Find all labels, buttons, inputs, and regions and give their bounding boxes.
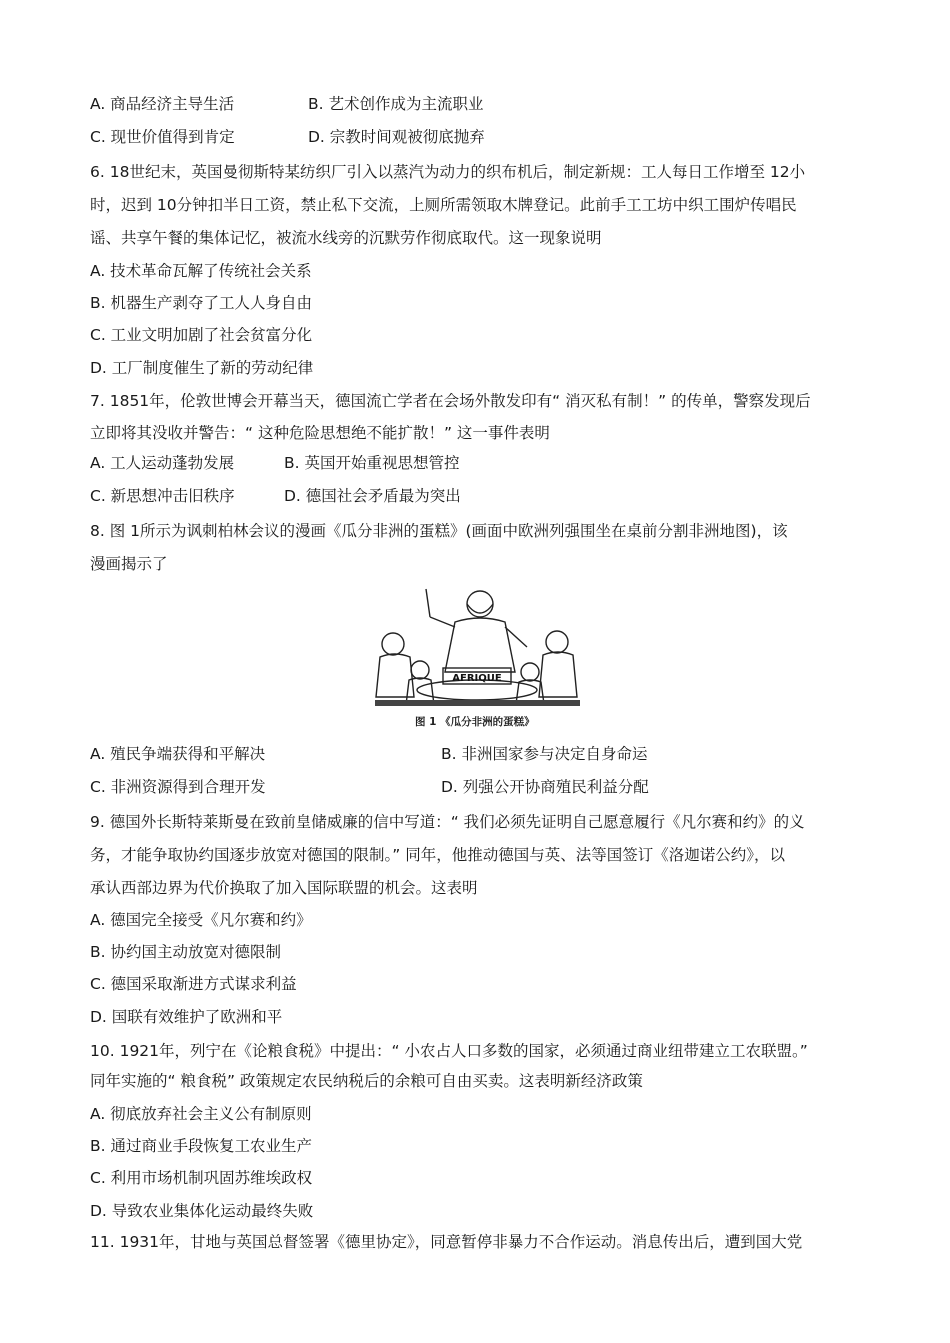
q9-option-a: A. 德国完全接受《凡尔赛和约》 xyxy=(90,911,312,929)
q6-stem-line: 6. 18世纪末，英国曼彻斯特某纺织厂引入以蒸汽为动力的织布机后，制定新规：工人每日工作增至 12小 xyxy=(90,163,806,181)
cartoon-figure xyxy=(365,582,590,732)
q9-option-d: D. 国联有效维护了欧洲和平 xyxy=(90,1008,283,1026)
q10-stem-line: 10. 1921年，列宁在《论粮食税》中提出：“ 小农占人口多数的国家，必须通过商业纽带建立工农联盟。” xyxy=(90,1042,808,1060)
q10-stem-line: 同年实施的“ 粮食税” 政策规定农民纳税后的余粮可自由买卖。这表明新经济政策 xyxy=(90,1072,643,1090)
q6-option-d: D. 工厂制度催生了新的劳动纪律 xyxy=(90,359,314,377)
q7-option-c: C. 新思想冲击旧秩序 xyxy=(90,487,235,505)
q8-stem-line: 漫画揭示了 xyxy=(90,555,168,573)
q5-option-b: B. 艺术创作成为主流职业 xyxy=(308,95,484,113)
q10-option-c: C. 利用市场机制巩固苏维埃政权 xyxy=(90,1169,313,1187)
q9-option-b: B. 协约国主动放宽对德限制 xyxy=(90,943,281,961)
q6-option-b: B. 机器生产剥夺了工人人身自由 xyxy=(90,294,312,312)
q7-stem-line: 7. 1851年，伦敦世博会开幕当天，德国流亡学者在会场外散发印有“ 消灭私有制！” 的传单，警察发现后 xyxy=(90,392,811,410)
q10-option-a: A. 彻底放弃社会主义公有制原则 xyxy=(90,1105,312,1123)
q10-option-d: D. 导致农业集体化运动最终失败 xyxy=(90,1202,314,1220)
q5-option-c: C. 现世价值得到肯定 xyxy=(90,128,235,146)
q5-option-d: D. 宗教时间观被彻底抛弃 xyxy=(308,128,485,146)
q7-option-b: B. 英国开始重视思想管控 xyxy=(284,454,460,472)
q8-option-a: A. 殖民争端获得和平解决 xyxy=(90,745,266,763)
cartoon-illustration xyxy=(365,582,590,714)
q6-stem-line: 时，迟到 10分钟扣半日工资，禁止私下交流，上厕所需领取木牌登记。此前手工工坊中织工围炉传唱民 xyxy=(90,196,797,214)
q8-option-d: D. 列强公开协商殖民利益分配 xyxy=(441,778,649,796)
q5-option-a: A. 商品经济主导生活 xyxy=(90,95,235,113)
q7-option-d: D. 德国社会矛盾最为突出 xyxy=(284,487,461,505)
q9-stem-line: 承认西部边界为代价换取了加入国际联盟的机会。这表明 xyxy=(90,879,478,897)
q8-option-c: C. 非洲资源得到合理开发 xyxy=(90,778,266,796)
figure-caption: 图 1 《瓜分非洲的蛋糕》 xyxy=(415,716,535,728)
q9-stem-line: 务，才能争取协约国逐步放宽对德国的限制。” 同年，他推动德国与英、法等国签订《洛迦诺公约》，以 xyxy=(90,846,785,864)
q7-option-a: A. 工人运动蓬勃发展 xyxy=(90,454,235,472)
q8-stem-line: 8. 图 1所示为讽刺柏林会议的漫画《瓜分非洲的蛋糕》(画面中欧洲列强围坐在桌前分割非洲地图)，该 xyxy=(90,522,788,540)
q7-stem-line: 立即将其没收并警告：“ 这种危险思想绝不能扩散！” 这一事件表明 xyxy=(90,424,550,442)
q9-option-c: C. 德国采取渐进方式谋求利益 xyxy=(90,975,297,993)
q8-option-b: B. 非洲国家参与决定自身命运 xyxy=(441,745,648,763)
q10-option-b: B. 通过商业手段恢复工农业生产 xyxy=(90,1137,312,1155)
q6-option-a: A. 技术革命瓦解了传统社会关系 xyxy=(90,262,312,280)
q6-stem-line: 谣、共享午餐的集体记忆，被流水线旁的沉默劳作彻底取代。这一现象说明 xyxy=(90,229,602,247)
q6-option-c: C. 工业文明加剧了社会贫富分化 xyxy=(90,326,313,344)
cartoon-sign-text: AFRIQUE xyxy=(452,673,502,684)
q9-stem-line: 9. 德国外长斯特莱斯曼在致前皇储威廉的信中写道：“ 我们必须先证明自己愿意履行《凡尔赛和约》的义 xyxy=(90,813,805,831)
q11-stem-line: 11. 1931年，甘地与英国总督签署《德里协定》，同意暂停非暴力不合作运动。消息传出后，遭到国大党 xyxy=(90,1233,803,1251)
